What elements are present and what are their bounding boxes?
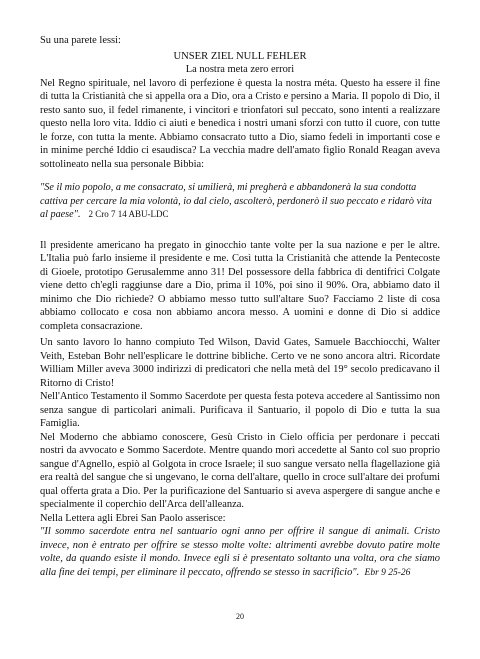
quote-reference: Ebr 9 25-26 [364, 567, 411, 578]
paragraph-1: Nel Regno spirituale, nel lavoro di perfezione è questa la nostra méta. Questo ha essere il fine di tutta la Cristianità che si appella ora a Dio, ora a Cristo e persino a Maria. Il popolo di Dio, il resto santo suo, il fedel rimanente, i vincitori e trionfatori sul peccato, sono intenti a realizzare questo nella loro vita. Iddio ci aiuti e benedica i nostri umani sforzi con tutto il cuore, con tutte le forze, con tutta la mente. Abbiamo consacrato tutto a Dio, siamo fedeli in importanti cose e in minime perché Iddio ci esaudisca? La vecchia madre dell'amato figlio Ronald Reagan aveva sottolineato nella sua personale Bibbia: [40, 77, 440, 170]
intro-line: Su una parete lessi: [40, 35, 121, 46]
paragraph-5: Nel Moderno che abbiamo conoscere, Gesù Cristo in Cielo officia per perdonare i peccati nostri da avvocato e Sommo Sacerdote. Mentre quando morì accedette al Santo col suo proprio sangue d'Agnello, espiò al Golgota in croce Israele; il suo sangue versato nella flagellazione già era realtà del sangue che si ungevano, le corna dell'altare, quello in croce sull'altare dei profumi qual offerta grata a Dio. Per la purificazione del Santuario si aveva aspergere di sangue anche e specialmente il coperchio dell'Arca dell'alleanza. [40, 431, 440, 510]
paragraph-4: Nell'Antico Testamento il Sommo Sacerdote per questa festa poteva accedere al Santissimo non senza sangue di particolari animali. Purificava il Santuario, il popolo di Dio e tutta la sua Famiglia. [40, 391, 440, 429]
paragraph-6: Nella Lettera agli Ebrei San Paolo asserisce: [40, 512, 226, 524]
bible-quote-1 [40, 181, 440, 222]
page-subtitle: La nostra meta zero errori [185, 64, 295, 75]
quote-reference: 2 Cro 7 14 ABU-LDC [88, 209, 169, 219]
spacer [40, 222, 440, 239]
page-number: 20 [236, 612, 244, 621]
paragraph-2: Il presidente americano ha pregato in ginocchio tante volte per la sua nazione e per le altre. L'Italia può farlo insieme il presidente e me. Così tutta la Cristianità che attende la Pentecoste di Gioele, prototipo Gerusalemme anno 31! Del possessore della fabbrica di dentifrici Colgate viene detto ch'egli raggiunse dare a Dio, prima il 10%, poi sino il 90%. Ora, abbiamo dato il minimo che Dio richiede? O abbiamo messo tutto sull'altare Suo? Facciamo 2 liste di cosa abbiamo collocato e cosa non abbiamo ancora messo. A uomini e donne di Dio si addice completa consacrazione. [40, 239, 440, 332]
bible-quote-2 [40, 525, 440, 580]
quote-text: "Il sommo sacerdote entra nel santuario ogni anno per offrire il sangue di animali. Cristo invece, non è entrato per offrire se stesso molte volte: altrimenti avrebbe dovuto patire molte volte, da quando esiste il mondo. Invece egli si è presentato soltanto una volta, ora che siamo alla fine dei tempi, per eliminare il peccato, offrendo se stesso in sacrificio". [40, 526, 440, 578]
paragraph-3: Un santo lavoro lo hanno compiuto Ted Wilson, David Gates, Samuele Bacchiocchi, Walter Veith, Esteban Bohr nell'esplicare le dottrine bibliche. Certo ve ne sono ancora altri. Ricordate William Miller aveva 3000 indirizzi di predicatori che nella metà del 19° secolo predicavano il Ritorno di Cristo! [40, 337, 440, 389]
page-title: UNSER ZIEL NULL FEHLER [173, 50, 307, 62]
quote-text: "Se il mio popolo, a me consacrato, si umilierà, mi pregherà e abbandonerà la sua condotta cattiva per cercare la mia volontà, io dal cielo, ascolterò, perdonerò il suo peccato e ridarò vita al paese". [40, 182, 432, 220]
